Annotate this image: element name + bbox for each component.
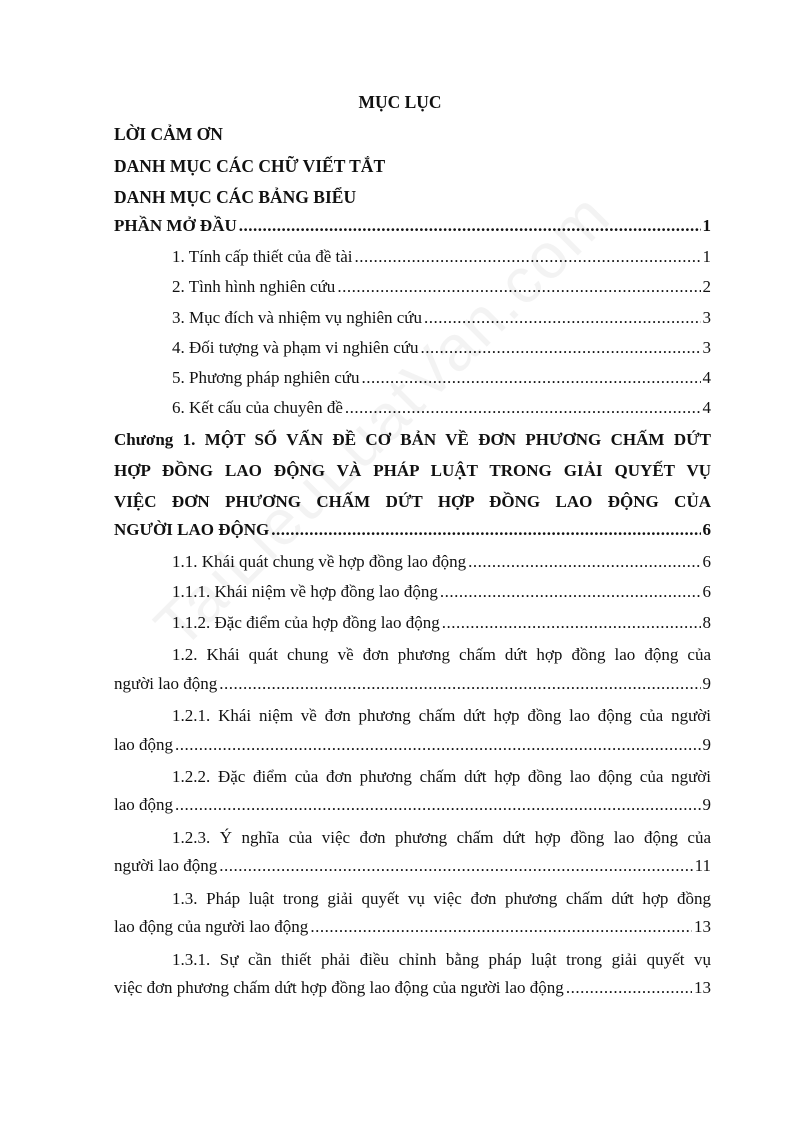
front-matter-tables[interactable]: DANH MỤC CÁC BẢNG BIỂU — [114, 187, 357, 207]
toc-page-number: 3 — [702, 338, 711, 357]
toc-dot-leader — [354, 247, 700, 267]
toc-entry-1-1-2[interactable] — [172, 613, 711, 637]
front-matter-acknowledgement[interactable]: LỜI CẢM ƠN — [114, 124, 223, 144]
toc-entry-intro-5[interactable] — [172, 368, 711, 392]
toc-page-number: 11 — [694, 856, 711, 875]
toc-entry-1-3-1-line1[interactable]: 1.3.1. Sự cần thiết phải điều chỉnh bằng pháp luật trong giải quyết vụ — [172, 950, 711, 969]
toc-entry-1-3-1-last[interactable] — [114, 978, 711, 1002]
toc-entry-1-2-1-line1[interactable]: 1.2.1. Khái niệm về đơn phương chấm dứt hợp đồng lao động của người — [172, 706, 711, 725]
toc-entry-1-3-line1[interactable]: 1.3. Pháp luật trong giải quyết vụ việc đơn phương chấm dứt hợp đồng — [172, 889, 711, 908]
toc-entry-label: PHẦN MỞ ĐẦU — [114, 216, 237, 235]
toc-entry-label: 4. Đối tượng và phạm vi nghiên cứu — [172, 338, 419, 357]
toc-page-number: 6 — [702, 582, 711, 601]
toc-entry-intro-4[interactable] — [172, 338, 711, 362]
toc-entry-label: lao động — [114, 735, 174, 754]
toc-dot-leader — [219, 674, 700, 694]
toc-page-number: 1 — [702, 247, 711, 266]
toc-entry-1-2-3-line1[interactable]: 1.2.3. Ý nghĩa của việc đơn phương chấm dứt hợp đồng lao động của — [172, 828, 711, 847]
toc-page-number: 2 — [702, 277, 711, 296]
toc-entry-label: việc đơn phương chấm dứt hợp đồng lao động của người lao động — [114, 978, 564, 997]
toc-page-number: 13 — [694, 917, 711, 936]
toc-dot-leader — [566, 978, 692, 998]
toc-entry-label: người lao động — [114, 674, 218, 693]
toc-chapter1-line2[interactable]: HỢP ĐỒNG LAO ĐỘNG VÀ PHÁP LUẬT TRONG GIẢI QUYẾT VỤ — [114, 461, 711, 480]
toc-dot-leader — [239, 216, 701, 236]
toc-dot-leader — [424, 308, 701, 328]
toc-dot-leader — [310, 917, 692, 937]
toc-page-number: 1 — [702, 216, 711, 235]
toc-page-number: 6 — [702, 552, 711, 571]
toc-page-number: 8 — [702, 613, 711, 632]
toc-entry-intro-2[interactable] — [172, 277, 711, 301]
toc-dot-leader — [175, 795, 700, 815]
toc-page-number: 9 — [702, 795, 711, 814]
toc-dot-leader — [468, 552, 700, 572]
toc-entry-label: người lao động — [114, 856, 218, 875]
toc-entry-1-1[interactable] — [172, 552, 711, 576]
toc-entry-1-1-1[interactable] — [172, 582, 711, 606]
toc-entry-intro-3[interactable] — [172, 308, 711, 332]
toc-page-number: 4 — [702, 398, 711, 417]
toc-dot-leader — [361, 368, 700, 388]
toc-chapter1-last[interactable] — [114, 520, 711, 544]
toc-entry-1-2-line1[interactable]: 1.2. Khái quát chung về đơn phương chấm dứt hợp đồng lao động của — [172, 645, 711, 664]
toc-entry-label: 6. Kết cấu của chuyên đề — [172, 398, 343, 417]
toc-dot-leader — [440, 582, 701, 602]
toc-entry-label: lao động của người lao động — [114, 917, 309, 936]
toc-entry-label: 2. Tình hình nghiên cứu — [172, 277, 336, 296]
toc-page-number: 13 — [694, 978, 711, 997]
toc-entry-label: lao động — [114, 795, 174, 814]
toc-dot-leader — [421, 338, 701, 358]
toc-entry-1-3-last[interactable] — [114, 917, 711, 941]
toc-page-number: 9 — [702, 674, 711, 693]
toc-entry-1-2-3-last[interactable] — [114, 856, 711, 880]
toc-entry-intro-6[interactable] — [172, 398, 711, 422]
toc-entry-label: 1.1. Khái quát chung về hợp đồng lao động — [172, 552, 467, 571]
toc-entry-label: 1.1.2. Đặc điểm của hợp đồng lao động — [172, 613, 440, 632]
toc-chapter1-line3[interactable]: VIỆC ĐƠN PHƯƠNG CHẤM DỨT HỢP ĐỒNG LAO ĐỘNG CỦA — [114, 492, 711, 511]
toc-dot-leader — [442, 613, 701, 633]
page-title: MỤC LỤC — [358, 92, 442, 112]
toc-page-number: 9 — [702, 735, 711, 754]
toc-entry-label: 3. Mục đích và nhiệm vụ nghiên cứu — [172, 308, 422, 327]
toc-entry-label: 1.1.1. Khái niệm về hợp đồng lao động — [172, 582, 438, 601]
toc-entry-label: 1. Tính cấp thiết của đề tài — [172, 247, 353, 266]
toc-page-number: 4 — [702, 368, 711, 387]
toc-dot-leader — [175, 735, 700, 755]
toc-entry-intro-1[interactable] — [172, 247, 711, 271]
toc-entry-1-2-1-last[interactable] — [114, 735, 711, 759]
toc-entry-1-2-2-last[interactable] — [114, 795, 711, 819]
toc-page-number: 6 — [702, 520, 711, 539]
front-matter-abbreviations[interactable]: DANH MỤC CÁC CHỮ VIẾT TẮT — [114, 156, 386, 176]
toc-entry-1-2-2-line1[interactable]: 1.2.2. Đặc điểm của đơn phương chấm dứt hợp đồng lao động của người — [172, 767, 711, 786]
toc-entry-1-2-last[interactable] — [114, 674, 711, 698]
toc-entry-intro[interactable] — [114, 216, 711, 240]
toc-dot-leader — [337, 277, 700, 297]
toc-entry-label: NGƯỜI LAO ĐỘNG — [114, 520, 270, 539]
toc-dot-leader — [271, 520, 700, 540]
toc-dot-leader — [345, 398, 701, 418]
toc-chapter1-line1[interactable]: Chương 1. MỘT SỐ VẤN ĐỀ CƠ BẢN VỀ ĐƠN PHƯƠNG CHẤM DỨT — [114, 430, 711, 449]
toc-page-number: 3 — [702, 308, 711, 327]
toc-entry-label: 5. Phương pháp nghiên cứu — [172, 368, 360, 387]
toc-dot-leader — [219, 856, 692, 876]
